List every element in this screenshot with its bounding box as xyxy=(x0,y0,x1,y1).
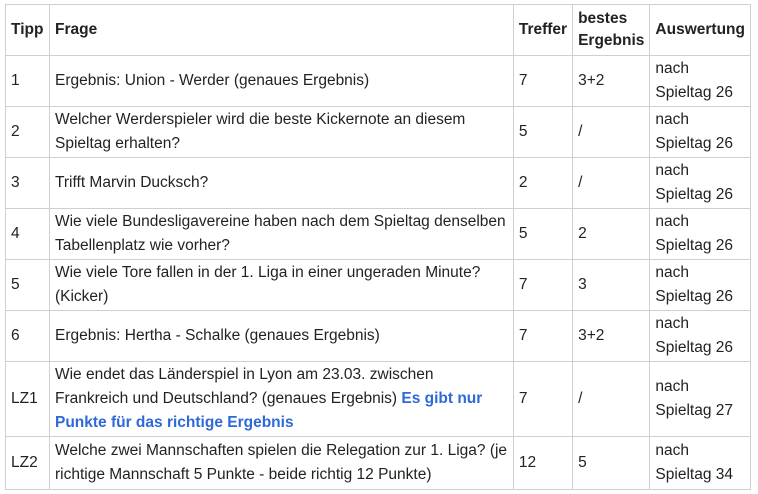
cell-tipp: 6 xyxy=(6,311,50,362)
cell-bestes: / xyxy=(573,107,650,158)
cell-tipp: 3 xyxy=(6,158,50,209)
cell-bestes: / xyxy=(573,362,650,437)
cell-auswertung: nach Spieltag 26 xyxy=(650,260,751,311)
cell-treffer: 7 xyxy=(513,260,572,311)
cell-treffer: 12 xyxy=(513,437,572,490)
cell-auswertung: nach Spieltag 26 xyxy=(650,107,751,158)
cell-auswertung: nach Spieltag 27 xyxy=(650,362,751,437)
cell-auswertung: nach Spieltag 34 xyxy=(650,437,751,490)
frage-text: Ergebnis: Union - Werder (genaues Ergebnis) xyxy=(54,72,370,89)
header-tipp: Tipp xyxy=(6,5,50,56)
header-frage: Frage xyxy=(49,5,513,56)
frage-text: Wie endet das Länderspiel in Lyon am 23.03. zwischen Frankreich und Deutschland? (genaues Ergebnis) xyxy=(54,366,434,407)
cell-frage xyxy=(49,311,513,362)
cell-treffer: 7 xyxy=(513,311,572,362)
header-bestes-ergebnis: bestes Ergebnis xyxy=(573,5,650,56)
cell-bestes: / xyxy=(573,158,650,209)
cell-tipp: 4 xyxy=(6,209,50,260)
cell-frage xyxy=(49,56,513,107)
cell-tipp: 5 xyxy=(6,260,50,311)
frage-highlight-note: Es gibt nur Punkte für das richtige Ergebnis xyxy=(54,390,483,431)
frage-text: Ergebnis: Hertha - Schalke (genaues Ergebnis) xyxy=(54,327,380,344)
cell-frage xyxy=(49,209,513,260)
cell-tipp: LZ2 xyxy=(6,437,50,490)
table-row xyxy=(6,158,751,209)
table-row xyxy=(6,362,751,437)
cell-tipp: LZ1 xyxy=(6,362,50,437)
cell-bestes: 2 xyxy=(573,209,650,260)
cell-treffer: 2 xyxy=(513,158,572,209)
cell-bestes: 3+2 xyxy=(573,56,650,107)
cell-frage xyxy=(49,362,513,437)
table-row xyxy=(6,311,751,362)
cell-tipp: 1 xyxy=(6,56,50,107)
cell-bestes: 3+2 xyxy=(573,311,650,362)
cell-bestes: 5 xyxy=(573,437,650,490)
frage-text: Wie viele Tore fallen in der 1. Liga in einer ungeraden Minute? (Kicker) xyxy=(54,264,481,305)
frage-text: Wie viele Bundesligavereine haben nach dem Spieltag denselben Tabellenplatz wie vorher? xyxy=(54,213,506,254)
cell-treffer: 7 xyxy=(513,362,572,437)
cell-bestes: 3 xyxy=(573,260,650,311)
cell-auswertung: nach Spieltag 26 xyxy=(650,311,751,362)
cell-auswertung: nach Spieltag 26 xyxy=(650,56,751,107)
cell-auswertung: nach Spieltag 26 xyxy=(650,158,751,209)
header-treffer: Treffer xyxy=(513,5,572,56)
tip-table xyxy=(5,4,751,490)
frage-text: Trifft Marvin Ducksch? xyxy=(54,174,209,191)
table-row xyxy=(6,56,751,107)
frage-text: Welcher Werderspieler wird die beste Kickernote an diesem Spieltag erhalten? xyxy=(54,111,466,152)
cell-frage xyxy=(49,437,513,490)
cell-treffer: 5 xyxy=(513,209,572,260)
cell-frage xyxy=(49,260,513,311)
cell-frage xyxy=(49,158,513,209)
cell-auswertung: nach Spieltag 26 xyxy=(650,209,751,260)
cell-treffer: 7 xyxy=(513,56,572,107)
cell-treffer: 5 xyxy=(513,107,572,158)
header-row xyxy=(6,5,751,56)
table-row xyxy=(6,209,751,260)
table-row xyxy=(6,437,751,490)
header-auswertung: Auswertung xyxy=(650,5,751,56)
table-row xyxy=(6,107,751,158)
table-row xyxy=(6,260,751,311)
cell-frage xyxy=(49,107,513,158)
frage-text: Welche zwei Mannschaften spielen die Relegation zur 1. Liga? (je richtige Mannschaft 5 Punkte - beide richtig 12 Punkte) xyxy=(54,442,508,483)
cell-tipp: 2 xyxy=(6,107,50,158)
